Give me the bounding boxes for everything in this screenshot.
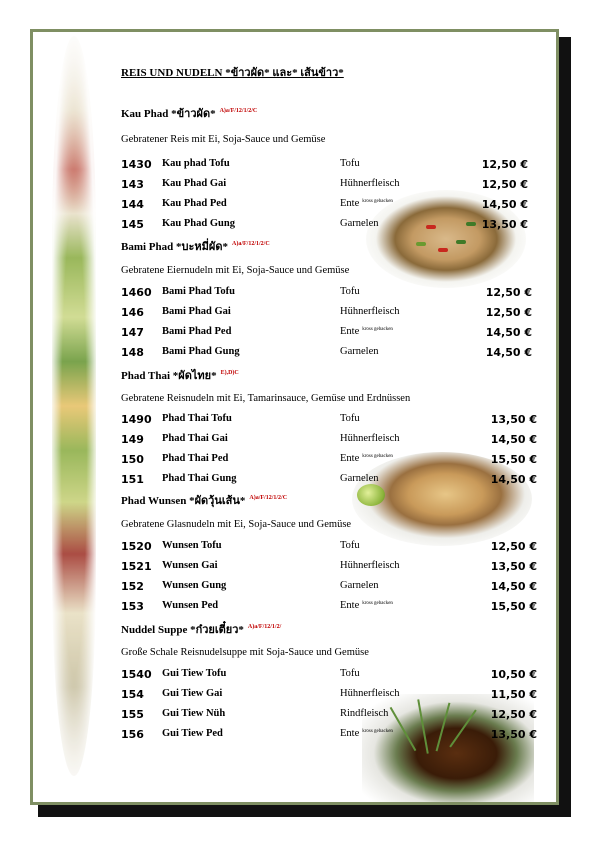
meat-label: Hühnerfleisch [340,560,400,571]
item-number: 152 [121,580,144,593]
section-heading [121,366,239,384]
item-meat [340,413,360,424]
item-number: 1460 [121,286,152,299]
allergen-codes: A)a/F/12/1/2/C [249,495,288,502]
section-description: Gebratene Reisnudeln mit Ei, Tamarinsauce, Gemüse und Erdnüssen [121,393,411,404]
section-name: Bami Phad *บะหมี่ผัด* [121,241,228,253]
item-meat [340,600,393,611]
meat-label: Tofu [340,540,360,551]
item-name: Kau phad Tofu [162,158,230,169]
item-price: 13,50 € [490,728,537,741]
preparation-note: kross gebacken [362,600,393,606]
item-name: Bami Phad Gung [162,346,240,357]
item-number: 1430 [121,158,152,171]
item-number: 151 [121,473,144,486]
item-number: 149 [121,433,144,446]
item-meat [340,198,393,209]
item-price: 13,50 € [490,413,537,426]
item-name: Bami Phad Tofu [162,286,235,297]
meat-label: Ente [340,728,360,739]
item-name: Phad Thai Gung [162,473,237,484]
item-name: Gui Tiew Ped [162,728,223,739]
item-meat [340,433,399,444]
preparation-note: kross gebacken [362,728,393,734]
item-meat [340,473,378,484]
item-price: 14,50 € [490,580,537,593]
section-name: Nuddel Suppe *ก๋วยเตี๋ยว* [121,624,244,636]
section-heading [121,104,257,122]
item-meat [340,306,399,317]
item-number: 144 [121,198,144,211]
item-price: 11,50 € [490,688,537,701]
section-description: Gebratene Glasnudeln mit Ei, Soja-Sauce und Gemüse [121,519,352,530]
allergen-codes: A)a/F/12/1/2/C [219,108,258,115]
meat-label: Hühnerfleisch [340,688,400,699]
item-price: 14,50 € [490,433,537,446]
meat-label: Tofu [340,413,360,424]
item-meat [340,178,399,189]
meat-label: Ente [340,326,360,337]
item-price: 15,50 € [490,453,537,466]
meat-label: Hühnerfleisch [340,178,400,189]
item-number: 150 [121,453,144,466]
section-name: Phad Thai *ผัดไทย* [121,370,217,382]
item-name: Gui Tiew Tofu [162,668,227,679]
item-meat [340,286,360,297]
item-number: 146 [121,306,144,319]
item-price: 12,50 € [481,178,528,191]
item-meat [340,728,393,739]
meat-label: Garnelen [340,580,379,591]
item-number: 143 [121,178,144,191]
meat-label: Ente [340,600,360,611]
section-description: Große Schale Reisnudelsuppe mit Soja-Sauce und Gemüse [121,647,369,658]
item-meat [340,326,393,337]
allergen-codes: A)a/F/12/1/2/ [247,624,282,631]
meat-label: Garnelen [340,218,379,229]
item-meat [340,580,378,591]
item-name: Wunsen Ped [162,600,219,611]
item-number: 153 [121,600,144,613]
meat-label: Garnelen [340,346,379,357]
item-meat [340,158,360,169]
item-number: 155 [121,708,144,721]
section-heading [121,620,281,638]
allergen-codes: A)a/F/12/1/2/C [232,241,270,248]
item-price: 14,50 € [481,198,528,211]
item-meat [340,346,378,357]
item-price: 12,50 € [485,306,532,319]
section-name: Phad Wunsen *ผัดวุ้นเส้น* [121,495,246,507]
item-price: 14,50 € [485,326,532,339]
section-description: Gebratener Reis mit Ei, Soja-Sauce und Gemüse [121,134,326,145]
item-number: 1540 [121,668,152,681]
preparation-note: kross gebacken [362,326,393,332]
item-name: Bami Phad Ped [162,326,232,337]
meat-label: Ente [340,453,360,464]
item-name: Kau Phad Ped [162,198,227,209]
item-number: 156 [121,728,144,741]
meat-label: Garnelen [340,473,379,484]
item-price: 10,50 € [490,668,537,681]
item-meat [340,668,360,679]
preparation-note: kross gebacken [362,198,393,204]
meat-label: Ente [340,198,360,209]
item-name: Gui Tiew Gai [162,688,223,699]
allergen-codes: E),D)C [220,370,239,377]
item-price: 12,50 € [481,158,528,171]
meat-label: Tofu [340,158,360,169]
section-heading [121,237,270,255]
meat-label: Hühnerfleisch [340,433,400,444]
item-price: 14,50 € [490,473,537,486]
item-name: Phad Thai Tofu [162,413,232,424]
preparation-note: kross gebacken [362,453,393,459]
item-name: Kau Phad Gung [162,218,235,229]
item-name: Wunsen Gung [162,580,227,591]
item-number: 148 [121,346,144,359]
section-description: Gebratene Eiernudeln mit Ei, Soja-Sauce und Gemüse [121,265,350,276]
item-name: Wunsen Gai [162,560,218,571]
item-meat [340,453,393,464]
item-name: Gui Tiew Nüh [162,708,226,719]
item-number: 147 [121,326,144,339]
item-meat [340,218,378,229]
item-price: 12,50 € [490,708,537,721]
item-meat [340,688,399,699]
meat-label: Hühnerfleisch [340,306,400,317]
item-price: 14,50 € [485,346,532,359]
item-meat [340,708,388,719]
meat-label: Tofu [340,668,360,679]
item-number: 1490 [121,413,152,426]
item-name: Kau Phad Gai [162,178,227,189]
item-price: 12,50 € [490,540,537,553]
meat-label: Rindfleisch [340,708,389,719]
item-name: Phad Thai Gai [162,433,228,444]
item-number: 1521 [121,560,152,573]
item-price: 12,50 € [485,286,532,299]
item-number: 154 [121,688,144,701]
section-name: Kau Phad *ข้าวผัด* [121,108,216,120]
item-meat [340,540,360,551]
page-title: REIS UND NUDELN *ข้าวผัด* และ* เส้นข้าว* [121,67,344,79]
item-price: 13,50 € [481,218,528,231]
meat-label: Tofu [340,286,360,297]
item-meat [340,560,399,571]
item-price: 15,50 € [490,600,537,613]
item-price: 13,50 € [490,560,537,573]
item-name: Phad Thai Ped [162,453,229,464]
item-number: 1520 [121,540,152,553]
item-name: Bami Phad Gai [162,306,231,317]
section-heading [121,491,287,509]
item-number: 145 [121,218,144,231]
item-name: Wunsen Tofu [162,540,222,551]
